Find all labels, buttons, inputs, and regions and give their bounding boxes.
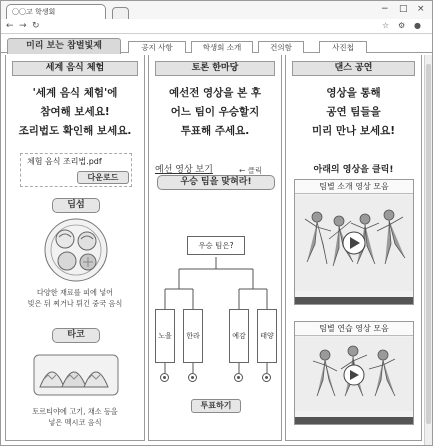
title-bar bbox=[1, 1, 432, 19]
team-box-halla: 한라 bbox=[183, 309, 203, 363]
tab-council-intro[interactable]: 학생회 소개 bbox=[191, 41, 253, 53]
vote-radio-noeul[interactable] bbox=[160, 373, 169, 382]
tab-photos[interactable]: 사진첩 bbox=[319, 41, 367, 53]
page-scrollbar[interactable] bbox=[424, 55, 432, 445]
url-field[interactable] bbox=[45, 21, 370, 32]
practice-video-card[interactable] bbox=[294, 321, 414, 425]
forward-icon[interactable]: → bbox=[19, 21, 27, 31]
section-heading-dance: 댄스 공연 bbox=[292, 61, 415, 76]
video-title: 팀별 연습 영상 모음 bbox=[295, 322, 413, 336]
food-title-taco: 타코 bbox=[52, 328, 100, 343]
intro-line: 조리법도 확인해 보세요. bbox=[18, 125, 132, 137]
tab-notice[interactable]: 공지 사항 bbox=[128, 41, 186, 53]
debate-column bbox=[148, 55, 282, 441]
vote-button[interactable]: 투표하기 bbox=[191, 399, 241, 413]
site-menu bbox=[1, 35, 432, 53]
description-line: 넣은 멕시코 음식 bbox=[48, 418, 102, 427]
reload-icon[interactable]: ↻ bbox=[32, 21, 40, 31]
section-heading-world-food: 세계 음식 체험 bbox=[12, 61, 138, 76]
tab-suggestion[interactable]: 건의함 bbox=[258, 41, 304, 53]
intro-line: 투표해 주세요. bbox=[180, 125, 250, 137]
vote-radio-yegam[interactable] bbox=[234, 373, 243, 382]
address-bar bbox=[1, 19, 432, 34]
download-button[interactable]: 다운로드 bbox=[77, 171, 129, 184]
new-tab-button[interactable] bbox=[112, 7, 129, 19]
scroll-thumb[interactable] bbox=[426, 64, 431, 424]
close-icon[interactable]: × bbox=[417, 4, 425, 14]
intro-line: 공연 팀들을 bbox=[326, 106, 381, 118]
preliminary-video-link[interactable]: 예선 영상 보기 bbox=[155, 165, 213, 175]
description-line: 빚은 뒤 찌거나 튀긴 중국 음식 bbox=[27, 299, 123, 308]
practice-image bbox=[295, 337, 413, 411]
description-line: 다양한 재료를 피에 넣어 bbox=[36, 288, 114, 297]
dancers-image bbox=[295, 195, 413, 291]
vote-radio-halla[interactable] bbox=[188, 373, 197, 382]
guess-winner-banner: 우승 팀을 맞혀라! bbox=[157, 175, 275, 190]
intro-line: 영상을 통해 bbox=[326, 87, 381, 99]
world-food-column bbox=[5, 55, 145, 441]
video-controls[interactable] bbox=[295, 417, 413, 424]
browser-tab[interactable] bbox=[6, 4, 106, 19]
main-content bbox=[5, 55, 422, 441]
food-title-dimsum: 딤섬 bbox=[52, 198, 100, 213]
maximize-icon[interactable]: □ bbox=[399, 4, 408, 14]
intro-line: '세계 음식 체험'에 bbox=[32, 87, 118, 99]
debate-intro bbox=[149, 84, 281, 141]
tab-preview-festival[interactable]: 미리 보는 참별빛제 bbox=[7, 38, 121, 54]
intro-line: 예선전 영상을 본 후 bbox=[168, 87, 262, 99]
dimsum-image bbox=[43, 217, 109, 283]
intro-line: 어느 팀이 우승할지 bbox=[170, 106, 260, 118]
intro-line: 참여해 보세요! bbox=[40, 106, 110, 118]
profile-icon[interactable]: ● bbox=[414, 21, 421, 30]
world-food-intro bbox=[6, 84, 144, 141]
tab-title: 〇〇고 학생회 bbox=[12, 8, 56, 16]
dance-column bbox=[285, 55, 422, 441]
file-name[interactable]: 체험 음식 조리법.pdf bbox=[27, 157, 102, 166]
back-icon[interactable]: ← bbox=[6, 21, 14, 31]
dance-intro bbox=[286, 84, 421, 141]
intro-line: 미리 만나 보세요! bbox=[311, 125, 396, 137]
dimsum-description bbox=[6, 287, 144, 309]
team-box-noeul: 노을 bbox=[155, 309, 175, 363]
file-attachment bbox=[20, 153, 132, 187]
minimize-icon[interactable]: − bbox=[381, 4, 389, 14]
team-box-taeyang: 태양 bbox=[257, 309, 277, 363]
winner-box: 우승 팀은? bbox=[187, 236, 245, 255]
settings-icon[interactable]: ⚙ bbox=[398, 21, 406, 30]
intro-video-card[interactable] bbox=[294, 179, 414, 305]
click-video-prompt: 아래의 영상을 클릭! bbox=[313, 165, 394, 175]
vote-radio-taeyang[interactable] bbox=[262, 373, 271, 382]
description-line: 토르티야에 고기, 채소 등을 bbox=[32, 407, 118, 416]
star-icon[interactable]: ☆ bbox=[382, 21, 390, 30]
team-box-yegam: 예감 bbox=[229, 309, 249, 363]
video-title: 팀별 소개 영상 모음 bbox=[295, 180, 413, 194]
taco-description bbox=[6, 406, 144, 428]
video-controls[interactable] bbox=[295, 297, 413, 304]
taco-image bbox=[32, 347, 120, 399]
section-heading-debate: 토론 한마당 bbox=[155, 61, 275, 76]
click-hint: ← 클릭 bbox=[239, 166, 263, 175]
